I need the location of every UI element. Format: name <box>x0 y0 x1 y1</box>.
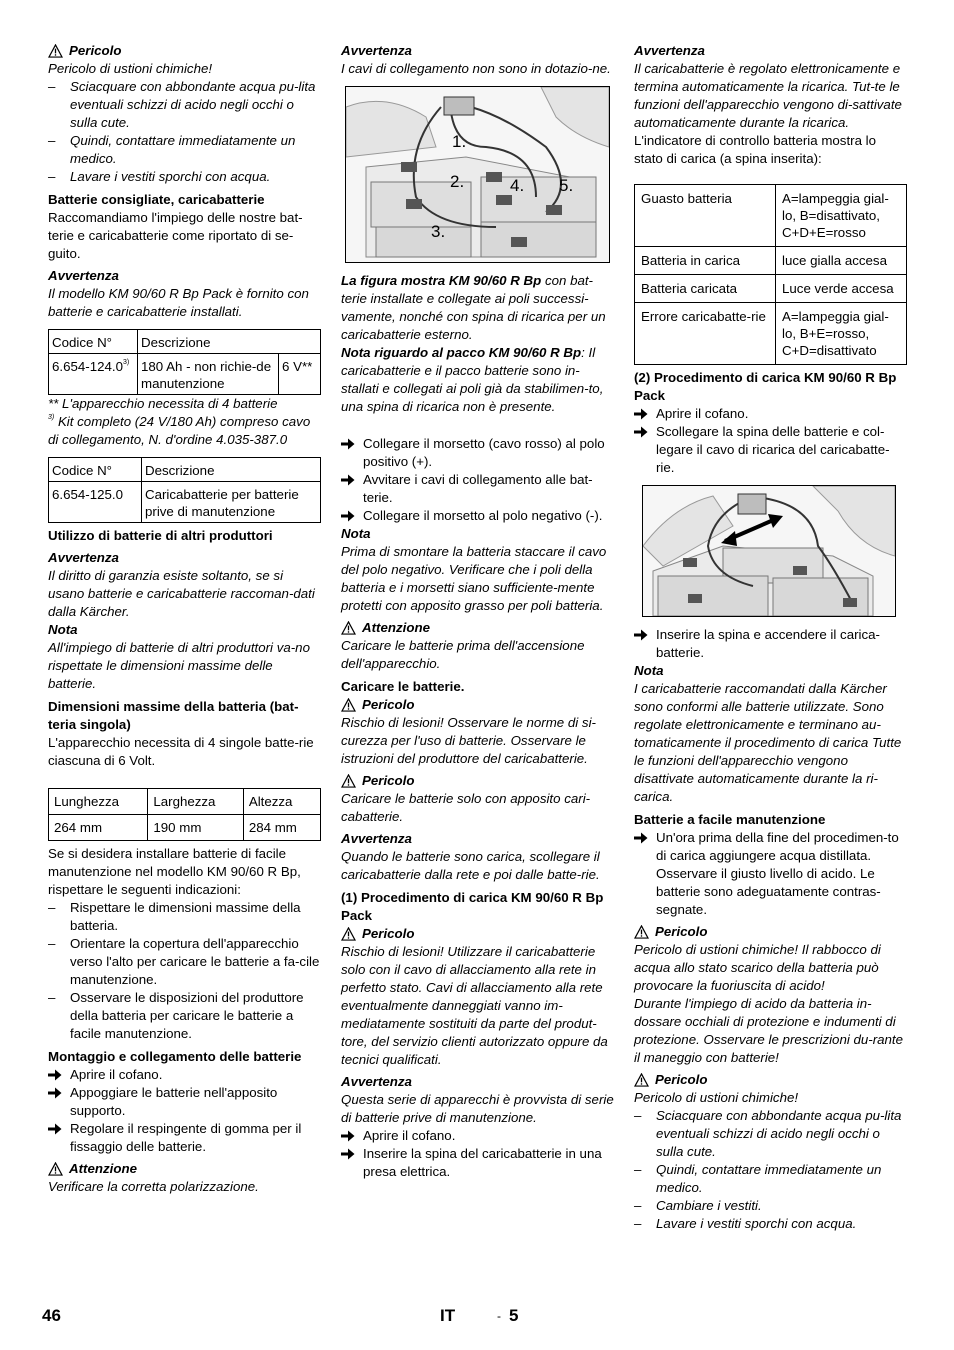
warning-text: Rischio di lesioni! Osservare le norme di si-curezza per l'uso di batterie. Osservare le istruzioni del produttore del caricabatterie. <box>341 715 596 766</box>
figure-label: 2. <box>450 172 465 191</box>
step-item: Aprire il cofano. <box>48 1066 321 1084</box>
warning-text: Rischio di lesioni! Utilizzare il caricabatterie solo con il cavo di allacciamento alla rete in perfetto stato. Cavi di allacciamento alla rete eventualmente danneggiati vanno im-mediatamente sostituiti da parte del produt-tore, del servizio clienti autorizzato oppure da tecnici qualificati. <box>341 944 608 1067</box>
table-header: Larghezza <box>148 789 243 815</box>
table-cell: luce gialla accesa <box>776 247 907 275</box>
step-item: Appoggiare le batterie nell'apposito supporto. <box>48 1084 321 1120</box>
note-text: Il caricabatterie è regolato elettronicamente e termina automaticamente la ricarica. Tut-te le funzioni dell'apparecchio vengono di-sattivate automaticamente durante la ricarica. <box>634 61 902 130</box>
note-text: I caricabatterie raccomandati dalla Kärcher sono conformi alle batterie utilizzate. Sono regolate elettronicamente e terminano au-tomaticamente il procedimento di carica Tutte le funzioni dell'apparecchio vengono disattivate automaticamente durante la ri-carica. <box>634 681 902 804</box>
table-header: Descrizione <box>142 458 321 482</box>
column-middle <box>341 42 614 1181</box>
paragraph: Se si desidera installare batterie di facile manutenzione nel modello KM 90/60 R Bp, rispettare le seguenti indicazioni: <box>48 846 301 897</box>
step-list <box>341 1127 614 1181</box>
dash-list <box>48 78 321 186</box>
step-item: Scollegare la spina delle batterie e col-legare il cavo di ricarica del caricabatte-rie. <box>634 423 907 477</box>
note-text: Quando le batterie sono carica, scollegare il caricabatterie dalla rete e poi dalle batte-rie. <box>341 849 600 882</box>
list-item: – Cambiare i vestiti. <box>634 1198 762 1213</box>
language-code: IT <box>440 1306 456 1325</box>
warning-triangle-icon <box>341 774 356 788</box>
note-text: Il diritto di garanzia esiste soltanto, se si usano batterie e caricabatterie raccoman-dati dalla Kärcher. <box>48 568 315 619</box>
warning-heading: Pericolo <box>48 42 321 60</box>
warning-heading: Pericolo <box>341 772 614 790</box>
arrow-right-icon <box>48 1123 62 1135</box>
attention-heading: Attenzione <box>48 1160 321 1178</box>
table-cell: 6.654-125.0 <box>49 482 142 523</box>
note-heading: Nota <box>634 663 664 678</box>
figure-label: 4. <box>510 176 525 195</box>
table-header: Descrizione <box>138 330 321 354</box>
step-item: Avvitare i cavi di collegamento alle bat-terie. <box>341 471 614 507</box>
warning-text: Pericolo di ustioni chimiche! Il rabbocco di acqua allo stato scarico della batteria può provocare la fuoriuscita di acido! <box>634 942 881 993</box>
warning-triangle-icon <box>634 925 649 939</box>
paragraph: L'indicatore di controllo batteria mostra lo stato di carica (a spina inserita): <box>634 133 877 166</box>
list-item: – Orientare la copertura dell'apparecchio verso l'alto per caricare le batterie a fa-cile manutenzione. <box>48 936 320 987</box>
table-header: Codice N° <box>49 458 142 482</box>
attention-text: Caricare le batterie prima dell'accensione dell'apparecchio. <box>341 638 585 671</box>
table-cell: Batteria caricata <box>635 275 776 303</box>
battery-connection-figure <box>345 86 610 263</box>
list-item: – Quindi, contattare immediatamente un medico. <box>48 133 296 166</box>
warning-triangle-icon <box>341 698 356 712</box>
column-right <box>634 42 907 1233</box>
list-item: – Osservare le disposizioni del produttore della batteria per caricare le batterie a facile manutenzione. <box>48 990 304 1041</box>
figure-label: 1. <box>452 132 467 151</box>
table-cell: 190 mm <box>148 815 243 841</box>
dash-list <box>634 1107 907 1233</box>
dimensions-table <box>48 788 321 841</box>
table-cell: 6 V** <box>279 354 321 395</box>
table-cell: Errore caricabatte-rie <box>635 303 776 365</box>
warning-text: Pericolo di ustioni chimiche! <box>48 61 213 76</box>
warning-triangle-icon <box>341 621 356 635</box>
warning-triangle-icon <box>48 1162 63 1176</box>
charger-table <box>48 457 321 523</box>
section-heading: Utilizzo di batterie di altri produttori <box>48 528 273 543</box>
footnote: $^{3)}$ Kit completo (24 V/180 Ah) compreso cavo di collegamento, N. d'ordine 4.035-387.0 <box>48 414 311 447</box>
note-text: Prima di smontare la batteria staccare il cavo del polo negativo. Verificare che i poli della batteria e i morsetti siano sufficiente-mente protetti con apposito grasso per poli batteria. <box>341 544 607 613</box>
arrow-right-icon <box>48 1069 62 1081</box>
table-header: Lunghezza <box>49 789 148 815</box>
note-text: Il modello KM 90/60 R Bp Pack è fornito con batterie e caricabatterie installati. <box>48 286 309 319</box>
note-heading: Avvertenza <box>341 43 412 58</box>
figure-label: 3. <box>431 222 446 241</box>
page-number: 46 <box>42 1306 61 1325</box>
section-heading: Dimensioni massime della batteria (bat-teria singola) <box>48 699 299 732</box>
table-header: Altezza <box>243 789 320 815</box>
table-cell: A=lampeggia gial-lo, B+E=rosso, C+D=disattivato <box>776 303 907 365</box>
charger-cable-figure <box>642 485 896 617</box>
step-item: Aprire il cofano. <box>634 405 907 423</box>
paragraph: Raccomandiamo l'impiego delle nostre bat-terie e caricabatterie come riportato di se-guito. <box>48 210 303 261</box>
note-heading: Nota <box>48 622 78 637</box>
section-heading: Caricare le batterie. <box>341 679 465 694</box>
note-heading: Avvertenza <box>634 43 705 58</box>
step-item: Un'ora prima della fine del procedimen-to di carica aggiungere acqua distillata. Osservare il giusto livello di acido. Le batterie sono adeguatamente contras-segnate. <box>634 829 907 919</box>
arrow-right-icon <box>341 1130 355 1142</box>
table-cell: Batteria in carica <box>635 247 776 275</box>
step-list <box>634 626 907 662</box>
warning-triangle-icon <box>634 1073 649 1087</box>
dash-list <box>48 899 321 1043</box>
warning-triangle-icon <box>341 927 356 941</box>
figure-caption: La figura mostra KM 90/60 R Bp con bat-terie installate e collegate ai poli successi-vamente, nonché con spina di ricarica per un caricabatterie esterno. <box>341 273 606 342</box>
section-heading: Batterie a facile manutenzione <box>634 812 826 827</box>
step-list <box>634 829 907 919</box>
table-cell: 284 mm <box>243 815 320 841</box>
list-item: – Sciacquare con abbondante acqua pu-lita eventuali schizzi di acido negli occhi o sulla cute. <box>48 79 316 130</box>
list-item: – Quindi, contattare immediatamente un medico. <box>634 1162 882 1195</box>
note-heading: Avvertenza <box>48 268 119 283</box>
list-item: – Sciacquare con abbondante acqua pu-lita eventuali schizzi di acido negli occhi o sulla cute. <box>634 1108 902 1159</box>
note-heading: Avvertenza <box>48 550 119 565</box>
list-item: – Lavare i vestiti sporchi con acqua. <box>48 169 271 184</box>
table-cell: Caricabatterie per batterie prive di manutenzione <box>142 482 321 523</box>
step-list <box>48 1066 321 1156</box>
table-cell: Luce verde accesa <box>776 275 907 303</box>
arrow-right-icon <box>634 408 648 420</box>
footnote: ** L'apparecchio necessita di 4 batterie <box>48 396 278 411</box>
table-cell: Guasto batteria <box>635 185 776 247</box>
step-item: Inserire la spina e accendere il carica-batterie. <box>634 626 907 662</box>
column-left <box>48 42 321 1196</box>
section-page-number: 5 <box>509 1306 519 1325</box>
warning-heading: Pericolo <box>634 1071 907 1089</box>
arrow-right-icon <box>341 474 355 486</box>
arrow-right-icon <box>341 1148 355 1160</box>
step-list <box>634 405 907 477</box>
step-item: Collegare il morsetto al polo negativo (-). <box>341 507 614 525</box>
table-cell: 6.654-124.0$^{3)}$ <box>49 354 138 395</box>
footer-separator: - <box>497 1309 501 1323</box>
section-heading: (1) Procedimento di carica KM 90/60 R Bp Pack <box>341 890 604 923</box>
section-heading: Montaggio e collegamento delle batterie <box>48 1049 302 1064</box>
arrow-right-icon <box>48 1087 62 1099</box>
arrow-right-icon <box>634 629 648 641</box>
arrow-right-icon <box>341 510 355 522</box>
step-list <box>341 435 614 525</box>
note-text: Questa serie di apparecchi è provvista di serie di batterie prive di manutenzione. <box>341 1092 614 1125</box>
note-text: I cavi di collegamento non sono in dotazio-ne. <box>341 61 611 76</box>
warning-text: Durante l'impiego di acido da batteria in-dossare occhiali di protezione e indumenti di protezione. Osservare le prescrizioni du-rante il maneggio con batterie! <box>634 996 904 1065</box>
note-text: All'impiego di batterie di altri produttori va-no rispettate le dimensioni massime delle batterie. <box>48 640 310 691</box>
note-heading: Avvertenza <box>341 1074 412 1089</box>
arrow-right-icon <box>341 438 355 450</box>
step-item: Collegare il morsetto (cavo rosso) al polo positivo (+). <box>341 435 614 471</box>
attention-text: Verificare la corretta polarizzazione. <box>48 1179 259 1194</box>
note-heading: Avvertenza <box>341 831 412 846</box>
list-item: – Lavare i vestiti sporchi con acqua. <box>634 1216 857 1231</box>
figure-caption: Nota riguardo al pacco KM 90/60 R Bp: Il caricabatterie e il pacco batterie sono in-stallati e collegati ai poli già da stabilimen-to, una spina di ricarica non è presente. <box>341 345 604 414</box>
warning-heading: Pericolo <box>634 923 907 941</box>
warning-text: Caricare le batterie solo con apposito cari-cabatterie. <box>341 791 591 824</box>
paragraph: L'apparecchio necessita di 4 singole batte-rie ciascuna di 6 Volt. <box>48 735 314 768</box>
table-cell: A=lampeggia gial-lo, B=disattivato, C+D+E=rosso <box>776 185 907 247</box>
warning-triangle-icon <box>48 44 63 58</box>
warning-heading: Pericolo <box>341 925 614 943</box>
list-item: – Rispettare le dimensioni massime della batteria. <box>48 900 301 933</box>
note-heading: Nota <box>341 526 371 541</box>
table-header: Codice N° <box>49 330 138 354</box>
battery-table <box>48 329 321 395</box>
indicator-table <box>634 184 907 365</box>
step-item: Regolare il respingente di gomma per il fissaggio delle batterie. <box>48 1120 321 1156</box>
section-heading: (2) Procedimento di carica KM 90/60 R Bp Pack <box>634 370 897 403</box>
warning-text: Pericolo di ustioni chimiche! <box>634 1090 799 1105</box>
step-item: Aprire il cofano. <box>341 1127 614 1145</box>
arrow-right-icon <box>634 426 648 438</box>
arrow-right-icon <box>634 832 648 844</box>
attention-heading: Attenzione <box>341 619 614 637</box>
step-item: Inserire la spina del caricabatterie in una presa elettrica. <box>341 1145 614 1181</box>
warning-heading: Pericolo <box>341 696 614 714</box>
table-cell: 264 mm <box>49 815 148 841</box>
table-cell: 180 Ah - non richie-de manutenzione <box>138 354 279 395</box>
section-heading: Batterie consigliate, caricabatterie <box>48 192 265 207</box>
figure-label: 5. <box>559 176 574 195</box>
